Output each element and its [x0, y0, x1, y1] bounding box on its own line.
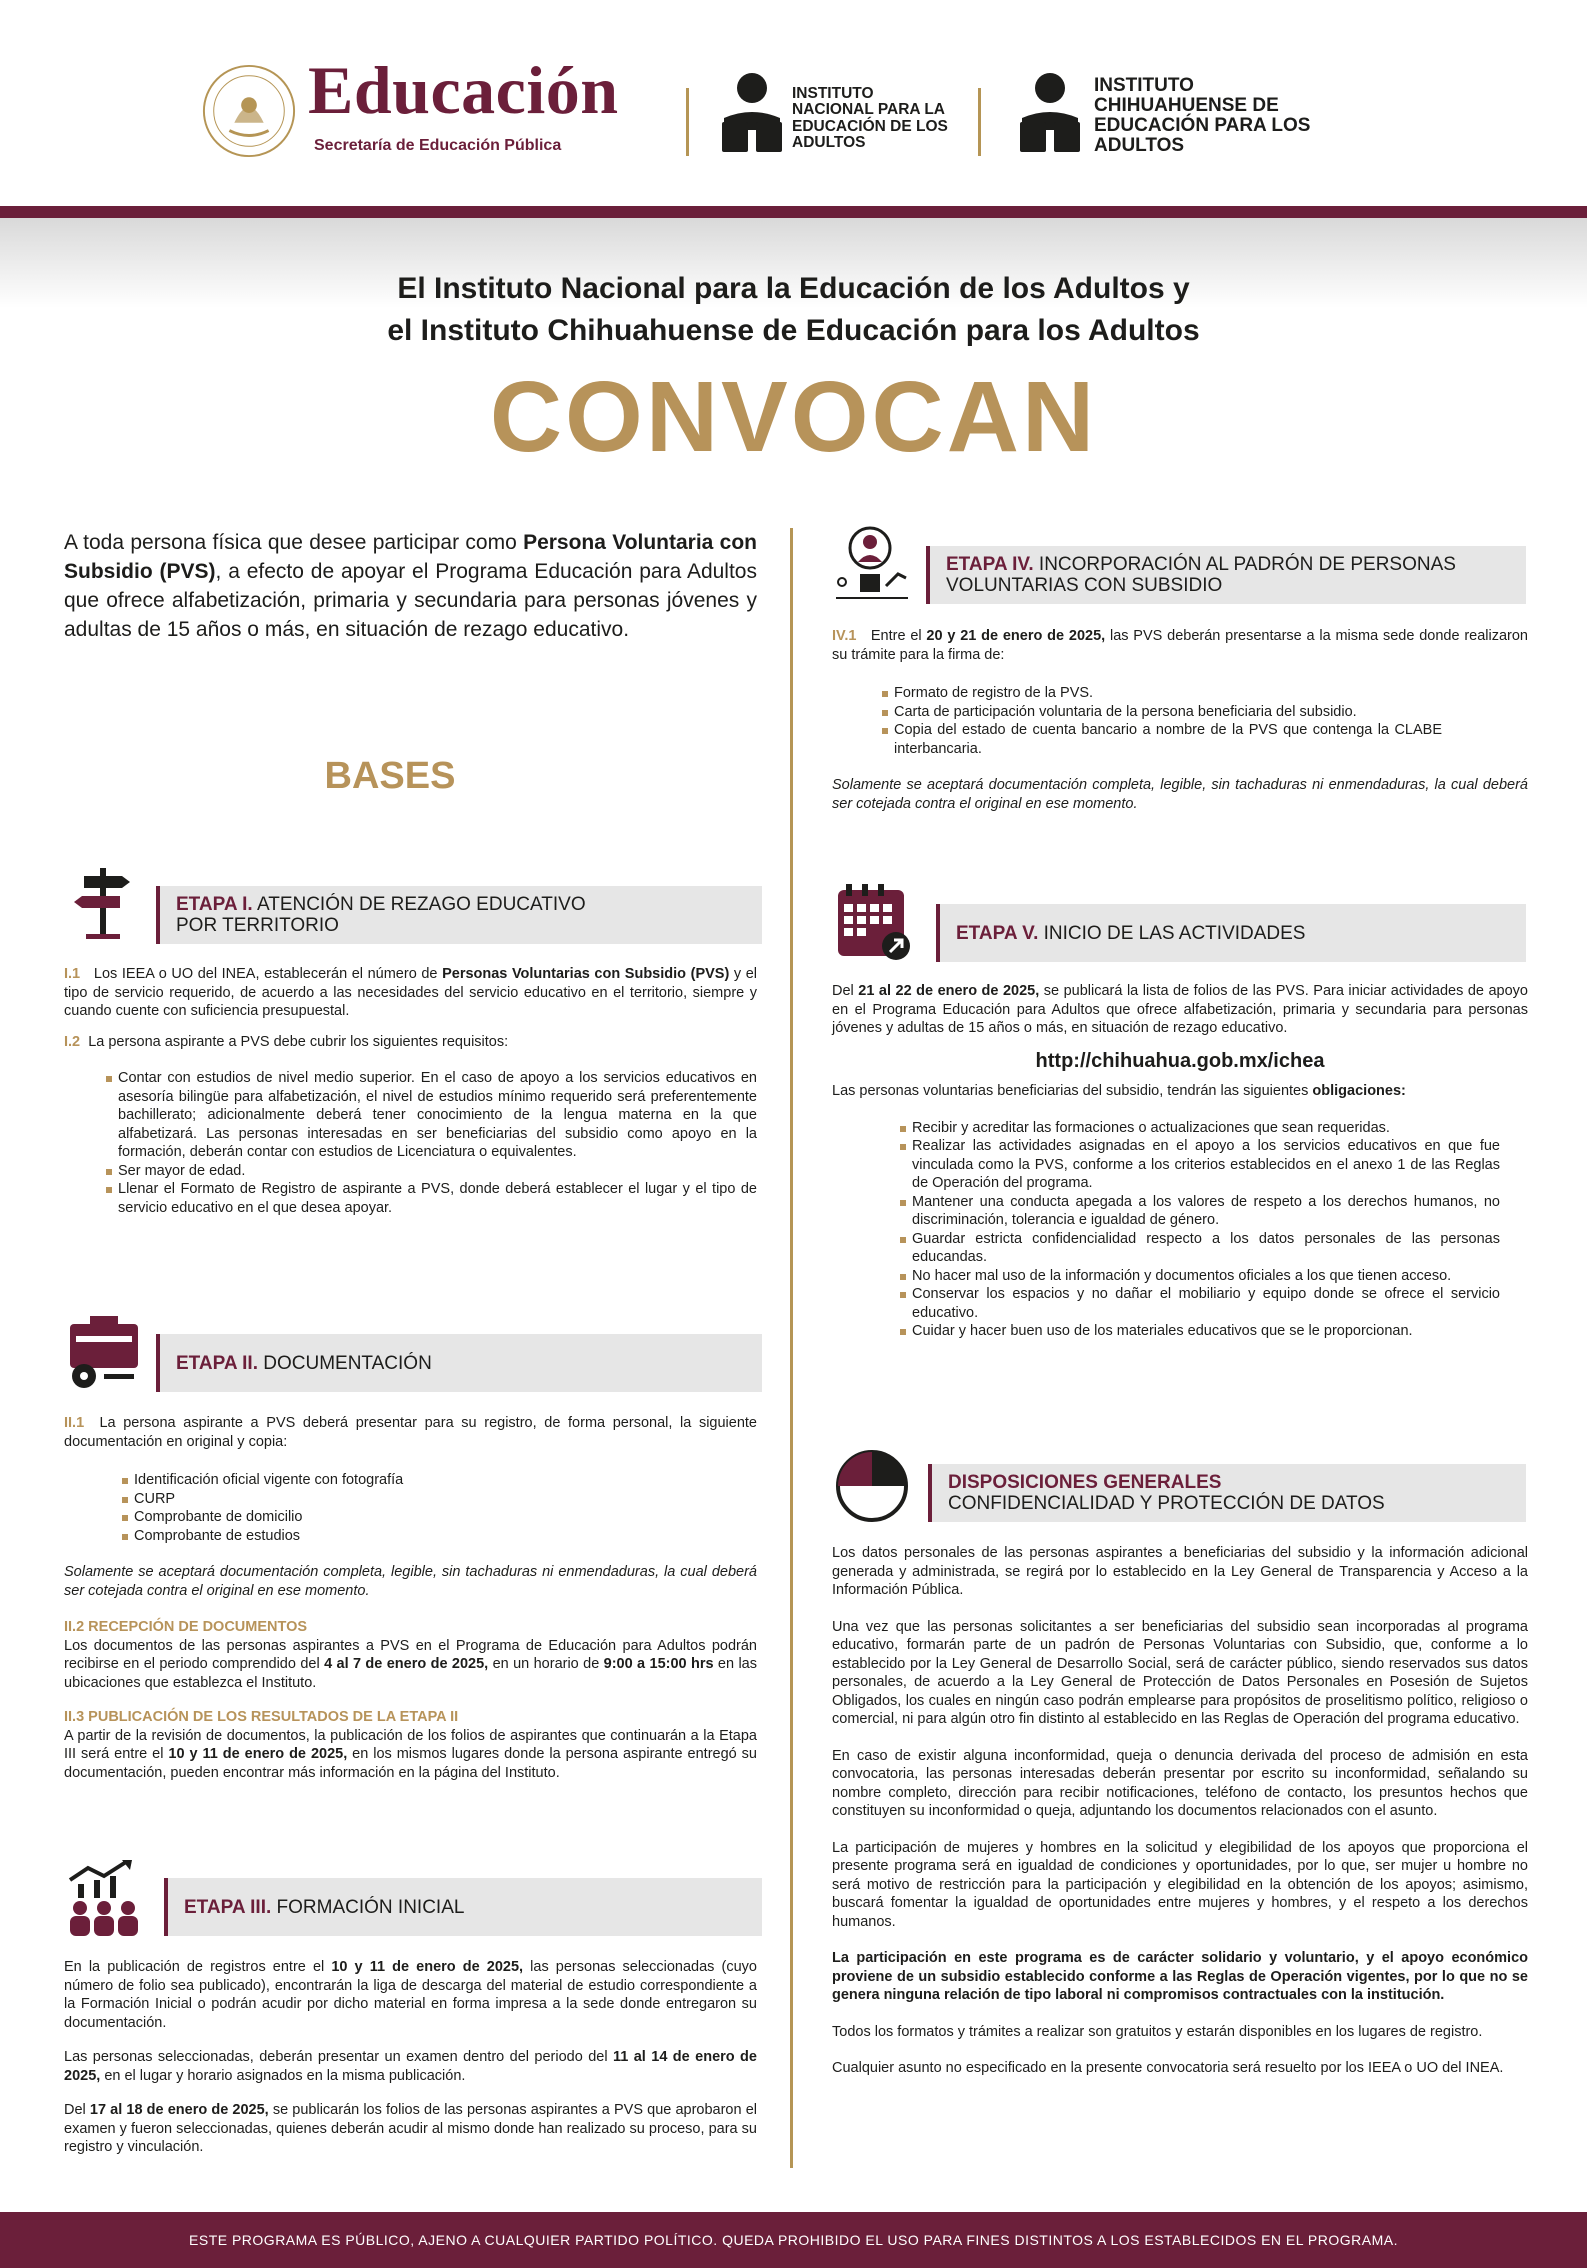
body-text: Del — [64, 2102, 90, 2118]
etapa5-body — [832, 982, 1528, 1341]
divider — [978, 88, 981, 156]
list-item: Comprobante de domicilio — [122, 1508, 757, 1527]
body-bold: 21 al 22 de enero de 2025, — [858, 983, 1040, 999]
clause-number: IV.1 — [832, 628, 857, 644]
calendar-icon — [832, 882, 912, 962]
body-text: en el lugar y horario asignados en la misma publicación. — [100, 2067, 466, 2084]
note-text: Solamente se aceptará documentación completa, legible, sin tachaduras ni enmendaduras, la cual deberá ser cotejada contra el original en ese momento. — [832, 777, 1528, 812]
stage-label: ETAPA II. — [176, 1352, 258, 1374]
etapa1-body — [64, 965, 757, 1217]
list-item: Cuidar y hacer buen uso de los materiales educativos que se le proporcionan. — [900, 1322, 1500, 1341]
divider — [686, 88, 689, 156]
body-bold: 9:00 a 15:00 hrs — [603, 1656, 714, 1672]
body-text: en los mismos lugares donde la persona aspirante entregó su documentación, pueden encontrar más información en la página del Instituto. — [64, 1746, 757, 1781]
body-text: Las personas voluntarias beneficiarias del subsidio, tendrán las siguientes — [832, 1083, 1313, 1099]
signing-list — [882, 684, 1442, 758]
person-growth-icon — [832, 524, 912, 604]
stage-title: FORMACIÓN INICIAL — [271, 1896, 465, 1918]
header-band — [0, 206, 1587, 218]
body-text: Una vez que las personas solicitantes a ser beneficiarias del subsidio sean incorporadas al programa educativo, formarán parte de un padrón de Personas Voluntarias con Subsidio, que, conforme a lo establecido por la Ley General de Desarrollo Social, será de carácter público, siendo reservados sus datos personales, de acuerdo a la Ley General de Protección de Datos Personales en Posesión de Sujetos Obligados, los cuales en ningún caso podrán emplearse para propósitos de proselitismo político, religioso o comercial, ni para algún otro fin distinto al establecido en las Reglas de Operación del programa educativo. — [832, 1618, 1528, 1727]
stage-title: INICIO DE LAS ACTIVIDADES — [1038, 922, 1306, 944]
stage-title: INCORPORACIÓN AL PADRÓN DE PERSONAS — [1033, 554, 1456, 575]
intro-heading — [0, 268, 1587, 352]
reader-icon — [1010, 70, 1090, 160]
header-accent — [156, 1334, 160, 1392]
body-text: en las ubicaciones que establezca el Instituto. — [64, 1656, 757, 1691]
body-text: las personas seleccionadas (cuyo número de folio sea publicado), encontrarán la liga de descarga del material de estudio correspondiente a la Formación Inicial o podrán acudir por dicho material en forma impresa a la sede donde entregaron su documentación. — [64, 1959, 757, 2031]
stage-label: DISPOSICIONES GENERALES — [948, 1472, 1222, 1493]
etapa2-header — [156, 1334, 762, 1392]
body-text: En caso de existir alguna inconformidad, queja o denuncia derivada del proceso de admisión en esta convocatoria, las personas interesadas deberán presentar por escrito su inconformidad, señalando su nombre completo, dirección para recibir notificaciones, teléfono de contacto, los presuntos hechos que constituyen su inconformidad o queja, adjuntando los documentos relacionados con el asunto. — [832, 1747, 1528, 1819]
body-text: La participación de mujeres y hombres en la solicitud y elegibilidad de los apoyos que proporciona el presente programa será en igualdad de condiciones y oportunidades, por lo que, ser mujer u hombre no será motivo de restricción para la participación y elegibilidad en la obtención de los apoyos; asimismo, buscará fomentar la igualdad de oportunidades entre mujeres y hombres, y el respeto a los derechos humanos. — [832, 1839, 1528, 1930]
list-item: Realizar las actividades asignadas en el apoyo a los servicios educativos en que fue vinculada como la PVS, conforme a los criterios establecidos en el anexo 1 de las Reglas de Operación del programa. — [900, 1137, 1500, 1193]
stage-title: VOLUNTARIAS CON SUBSIDIO — [946, 575, 1223, 596]
list-item: CURP — [122, 1490, 757, 1509]
educacion-logo-title: Educación — [308, 52, 619, 128]
lead-text: A toda persona física que desee participar como — [64, 531, 524, 554]
list-item: Conservar los espacios y no dañar el mobiliario y equipo donde se ofrece el servicio educativo. — [900, 1285, 1500, 1322]
body-text: A partir de la revisión de documentos, la publicación de los folios de aspirantes que continuarán a la Etapa III será entre el — [64, 1727, 757, 1762]
training-group-icon — [64, 1858, 144, 1938]
header-accent — [928, 1464, 932, 1522]
body-text: y el tipo de servicio requerido, de acuerdo a las necesidades del servicio educativo en el territorio, siempre y cuando cuente con suficiencia presupuestal. — [64, 966, 757, 1019]
body-text: Los datos personales de las personas aspirantes a beneficiarias del subsidio y la información adicional generada y administrada, se regirá por lo establecido en la Ley General de Transparencia y Acceso a la Información Pública. — [832, 1545, 1528, 1598]
stage-title: ATENCIÓN DE REZAGO EDUCATIVO — [252, 894, 586, 915]
body-bold: La participación en este programa es de carácter solidario y voluntario, y el apoyo económico proviene de un subsidio establecido conforme a las Reglas de Operación vigentes, por lo que no se genera ninguna relación de tipo laboral ni compromisos contractuales con la institución. — [832, 1950, 1528, 2003]
body-text: se publicarán los folios de las personas aspirantes a PVS que aprobaron el examen y fueron seleccionadas, quienes deberán acudir al mismo donde han realizado su proceso, para su registro y vinculación. — [64, 2102, 757, 2155]
body-text: Del — [832, 983, 859, 999]
body-text: Los documentos de las personas aspirantes a PVS en el Programa de Educación para Adultos podrán recibirse en el periodo comprendido del — [64, 1637, 757, 1672]
etapa3-body — [64, 1958, 757, 2157]
lead-bold: Persona Voluntaria con Subsidio (PVS) — [64, 531, 758, 583]
signpost-icon — [64, 862, 144, 942]
body-text: La persona aspirante a PVS debe cubrir los siguientes requisitos: — [88, 1033, 509, 1050]
stage-label: ETAPA V. — [956, 922, 1039, 944]
bases-title: BASES — [324, 755, 456, 797]
documents-list — [122, 1471, 757, 1545]
requirements-list — [106, 1069, 757, 1217]
etapa4-header — [926, 546, 1526, 604]
list-item: Llenar el Formato de Registro de aspirante a PVS, donde deberá establecer el lugar y el tipo de servicio educativo en el que desea apoyar. — [106, 1180, 757, 1217]
list-item: Ser mayor de edad. — [106, 1162, 757, 1181]
etapa4-body — [832, 627, 1528, 813]
etapa3-header — [164, 1878, 762, 1936]
body-bold: obligaciones: — [1312, 1083, 1406, 1099]
reader-icon — [712, 70, 792, 160]
list-item: No hacer mal uso de la información y documentos oficiales a los que tienen acceso. — [900, 1267, 1500, 1286]
list-item: Carta de participación voluntaria de la persona beneficiaria del subsidio. — [882, 703, 1442, 722]
disposiciones-header — [928, 1464, 1526, 1522]
clause-number: I.2 — [64, 1033, 81, 1050]
obligations-list — [900, 1119, 1500, 1341]
stage-label: ETAPA I. — [176, 894, 253, 915]
subsection-title: II.3 PUBLICACIÓN DE LOS RESULTADOS DE LA ETAPA II — [64, 1709, 459, 1725]
mexico-seal-icon — [200, 62, 298, 160]
body-text: La persona aspirante a PVS deberá presentar para su registro, de forma personal, la siguiente documentación en original y copia: — [64, 1415, 757, 1450]
documents-gear-icon — [64, 1314, 144, 1394]
stage-title: DOCUMENTACIÓN — [257, 1352, 432, 1374]
etapa2-body — [64, 1414, 757, 1782]
list-item: Contar con estudios de nivel medio superior. En el caso de apoyo a los servicios educativos en asesoría bilingüe para alfabetización, el nivel de estudios mínimo requerido será preferentemente bachillerato; adicionalmente deberá tener conocimiento de la lengua materna en la que alfabetizará. Las personas interesadas en ser beneficiarias del subsidio como apoyo en la formación, deberán contar con estudios de Licenciatura o equivalentes. — [106, 1069, 757, 1162]
inea-logo-text: INSTITUTO NACIONAL PARA LA EDUCACIÓN DE LOS ADULTOS — [792, 85, 948, 151]
stage-label: ETAPA IV. — [946, 554, 1034, 575]
body-text: en un horario de — [488, 1656, 604, 1672]
header-accent — [936, 904, 940, 962]
body-text: se publicará la lista de folios de las PVS. Para iniciar actividades de apoyo en el Programa Educación para Adultos que ofrece alfabetización, primaria y secundaria para personas jóvenes y adultas de 15 años o más, en situación de rezago educativo. — [832, 983, 1528, 1036]
header-accent — [156, 886, 160, 944]
body-bold: 20 y 21 de enero de 2025, — [926, 628, 1106, 644]
stage-title: CONFIDENCIALIDAD Y PROTECCIÓN DE DATOS — [948, 1493, 1385, 1514]
sep-subtitle: Secretaría de Educación Pública — [314, 137, 562, 154]
disposiciones-body — [832, 1544, 1528, 2078]
list-item: Copia del estado de cuenta bancario a nombre de la PVS que contenga la CLABE interbancaria. — [882, 721, 1442, 758]
list-item: Guardar estricta confidencialidad respecto a los datos personales de las personas educandas. — [900, 1230, 1500, 1267]
body-bold: Personas Voluntarias con Subsidio (PVS) — [442, 966, 730, 982]
ichea-url-link[interactable]: http://chihuahua.gob.mx/ichea — [1035, 1049, 1325, 1072]
ichea-logo-text: INSTITUTO CHIHUAHUENSE DE EDUCACIÓN PARA LOS ADULTOS — [1094, 75, 1311, 156]
footer-disclaimer: ESTE PROGRAMA ES PÚBLICO, AJENO A CUALQUIER PARTIDO POLÍTICO. QUEDA PROHIBIDO EL USO PARA FINES DISTINTOS A LOS ESTABLECIDOS EN EL PROGRAMA. — [0, 2212, 1587, 2268]
header-accent — [164, 1878, 168, 1936]
body-text: Cualquier asunto no especificado en la presente convocatoria será resuelto por los IEEA o UO del INEA. — [832, 2060, 1504, 2076]
body-text: Los IEEA o UO del INEA, establecerán el número de — [93, 966, 443, 982]
note-text: Solamente se aceptará documentación completa, legible, sin tachaduras ni enmendaduras, la cual deberá ser cotejada contra el original en ese momento. — [64, 1564, 757, 1599]
body-bold: 4 al 7 de enero de 2025, — [324, 1656, 489, 1672]
etapa5-header — [936, 904, 1526, 962]
subsection-title: II.2 RECEPCIÓN DE DOCUMENTOS — [64, 1619, 308, 1635]
pie-chart-icon — [832, 1444, 912, 1524]
lead-paragraph — [64, 528, 757, 644]
body-text: Todos los formatos y trámites a realizar son gratuitos y estarán disponibles en los lugares de registro. — [832, 2023, 1483, 2040]
convocan-title: CONVOCAN — [489, 361, 1098, 473]
list-item: Recibir y acreditar las formaciones o actualizaciones que sean requeridas. — [900, 1119, 1500, 1138]
intro-line: El Instituto Nacional para la Educación de los Adultos y — [397, 272, 1190, 305]
etapa1-header — [156, 886, 762, 944]
body-text: las PVS deberán presentarse a la misma sede donde realizaron su trámite para la firma de: — [832, 628, 1528, 663]
body-text: Las personas seleccionadas, deberán presentar un examen dentro del periodo del — [64, 2049, 613, 2065]
column-divider — [790, 528, 793, 2168]
intro-line: el Instituto Chihuahuense de Educación para los Adultos — [387, 314, 1200, 347]
list-item: Identificación oficial vigente con fotografía — [122, 1471, 757, 1490]
list-item: Comprobante de estudios — [122, 1527, 757, 1546]
clause-number: I.1 — [64, 966, 81, 982]
body-text: En la publicación de registros entre el — [64, 1959, 332, 1975]
list-item: Formato de registro de la PVS. — [882, 684, 1442, 703]
body-bold: 17 al 18 de enero de 2025, — [89, 2102, 269, 2118]
body-text: Entre el — [870, 628, 927, 644]
stage-label: ETAPA III. — [184, 1896, 272, 1918]
list-item: Mantener una conducta apegada a los valores de respeto a los derechos humanos, no discriminación, tolerancia e igualdad de género. — [900, 1193, 1500, 1230]
body-bold: 11 al 14 de enero de 2025, — [64, 2049, 757, 2084]
header-accent — [926, 546, 930, 604]
clause-number: II.1 — [64, 1415, 85, 1431]
body-bold: 10 y 11 de enero de 2025, — [168, 1746, 348, 1762]
body-bold: 10 y 11 de enero de 2025, — [331, 1959, 524, 1975]
stage-title: POR TERRITORIO — [176, 915, 339, 936]
lead-text: , a efecto de apoyar el Programa Educación para Adultos que ofrece alfabetización, primaria y secundaria para personas jóvenes y adultas de 15 años o más, en situación de rezago educativo. — [64, 560, 757, 641]
